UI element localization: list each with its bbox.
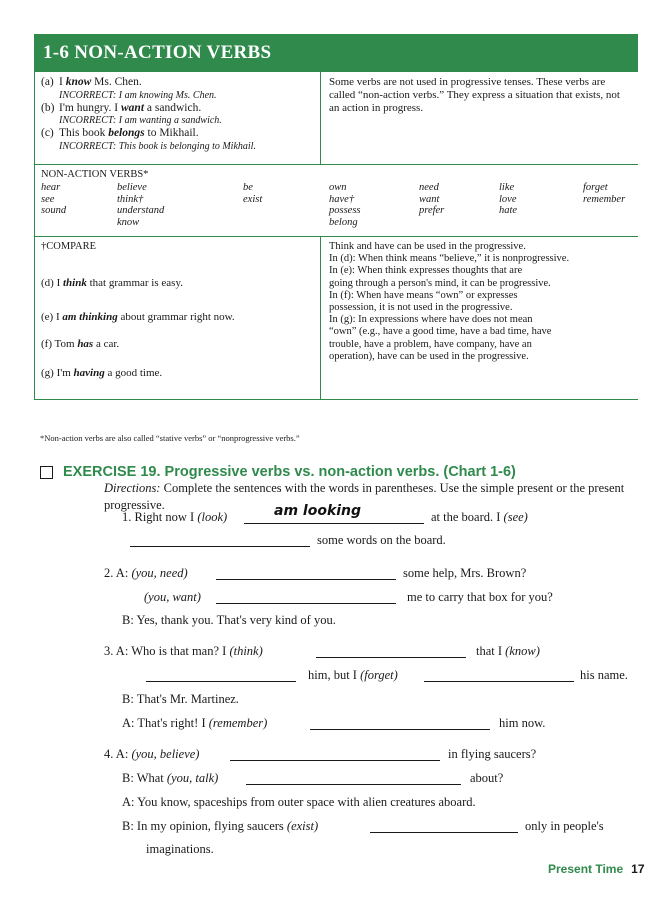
question-text: 2. A: bbox=[104, 566, 132, 580]
example-pre: (g) I'm bbox=[41, 367, 74, 379]
verb: hear bbox=[41, 182, 61, 193]
compare-line: operation), have can be used in the progressive. bbox=[329, 350, 529, 362]
question-4-line-2 bbox=[122, 771, 218, 786]
question-4-line-1 bbox=[104, 747, 199, 762]
compare-row bbox=[35, 237, 638, 399]
example-post: to Mikhail. bbox=[144, 127, 199, 139]
compare-example-d bbox=[41, 277, 183, 289]
footnote: *Non-action verbs are also called “stative verbs” or “nonprogressive verbs.” bbox=[40, 433, 300, 443]
verb: believe bbox=[117, 182, 147, 193]
incorrect-text: This book is belonging to Mikhail. bbox=[116, 140, 256, 152]
compare-example-e bbox=[41, 311, 235, 323]
exercise-checkbox[interactable] bbox=[40, 466, 53, 479]
example-verb: has bbox=[77, 338, 94, 350]
example-post: a car. bbox=[93, 338, 120, 350]
question-text: 3. A: Who is that man? I bbox=[104, 644, 230, 658]
compare-line: Think and have can be used in the progressive. bbox=[329, 241, 526, 252]
question-4-line-5: imaginations. bbox=[146, 842, 214, 856]
question-text: him, but I bbox=[308, 668, 361, 682]
question-1-line-1-end bbox=[431, 510, 528, 525]
question-3-line-2 bbox=[308, 668, 398, 683]
verb: be bbox=[243, 182, 253, 193]
incorrect-c bbox=[41, 141, 314, 153]
answer-4d[interactable] bbox=[370, 819, 518, 837]
verb: see bbox=[41, 193, 55, 205]
verb-cue: (look) bbox=[197, 510, 228, 524]
example-pre: (f) Tom bbox=[41, 338, 78, 350]
verb-column bbox=[419, 182, 444, 217]
example-post: Ms. Chen. bbox=[91, 76, 142, 88]
footer-label: Present Time bbox=[548, 862, 624, 876]
answer-2b[interactable] bbox=[216, 590, 396, 608]
answer-1a[interactable] bbox=[244, 503, 424, 528]
handwritten-answer: am looking bbox=[274, 503, 362, 519]
question-text: 4. A: bbox=[104, 747, 132, 761]
verb: need bbox=[419, 182, 439, 193]
question-3-line-4 bbox=[122, 716, 267, 731]
verb: remember bbox=[583, 193, 626, 205]
chart-title: 1-6 NON-ACTION VERBS bbox=[34, 34, 638, 72]
verb-column bbox=[499, 182, 517, 217]
verb: love bbox=[499, 193, 517, 205]
compare-line: possession, it is not used in the progressive. bbox=[329, 302, 513, 314]
example-post: a sandwich. bbox=[144, 101, 202, 114]
verb: hate bbox=[499, 205, 518, 216]
answer-3b[interactable] bbox=[146, 668, 296, 686]
example-text bbox=[59, 102, 201, 116]
exercise-title-row bbox=[40, 464, 516, 480]
answer-3d[interactable] bbox=[310, 716, 490, 734]
verb: belong bbox=[329, 216, 358, 228]
answer-4a[interactable] bbox=[230, 747, 440, 765]
example-tag: (b) bbox=[41, 101, 55, 114]
example-tag: (c) bbox=[41, 127, 54, 139]
example-pre: This book bbox=[59, 127, 109, 139]
question-4-line-3: A: You know, spaceships from outer space with alien creatures aboard. bbox=[122, 795, 476, 809]
example-b bbox=[41, 102, 314, 116]
chart-row-examples bbox=[35, 72, 638, 165]
verb-column bbox=[583, 182, 625, 205]
question-text: 1. Right now I bbox=[122, 510, 198, 524]
verb-cue: (you, talk) bbox=[166, 771, 219, 785]
question-2-line-3: B: Yes, thank you. That's very kind of you. bbox=[122, 613, 336, 627]
question-2-line-2-end: me to carry that box for you? bbox=[407, 590, 553, 604]
verb: forget bbox=[583, 182, 608, 193]
example-text bbox=[59, 76, 142, 90]
verb: prefer bbox=[419, 205, 445, 216]
page-number: 17 bbox=[631, 862, 645, 876]
example-verb: know bbox=[65, 76, 92, 88]
exercise-title: EXERCISE 19. Progressive verbs vs. non-action verbs. (Chart 1-6) bbox=[63, 464, 516, 480]
verb-cue: (exist) bbox=[286, 819, 319, 833]
question-3-line-1 bbox=[104, 644, 263, 659]
verb-cue: (forget) bbox=[360, 668, 398, 682]
question-1-line-1 bbox=[122, 510, 227, 525]
question-2-line-1 bbox=[104, 566, 188, 581]
example-tag: (a) bbox=[41, 76, 54, 88]
incorrect-label: INCORRECT: bbox=[59, 89, 117, 101]
compare-line: In (f): When have means “own” or expresses bbox=[329, 289, 518, 301]
question-2-line-2 bbox=[144, 590, 201, 605]
directions-text: Complete the sentences with the words in parentheses. Use the simple present or the present progressive. bbox=[104, 481, 625, 512]
chart-body bbox=[34, 72, 638, 400]
example-verb: am thinking bbox=[62, 311, 118, 323]
compare-line: trouble, have a problem, have company, have an bbox=[329, 338, 532, 350]
grammar-chart bbox=[34, 34, 638, 400]
question-text: B: What bbox=[122, 771, 167, 785]
page-footer bbox=[548, 862, 645, 876]
question-3-line-3: B: That's Mr. Martinez. bbox=[122, 692, 239, 706]
verb-cue: (you, believe) bbox=[131, 747, 200, 761]
verb: possess bbox=[329, 205, 361, 216]
answer-1b[interactable] bbox=[130, 533, 310, 551]
verb-column bbox=[41, 182, 66, 217]
question-3-line-2-end: his name. bbox=[580, 668, 628, 682]
compare-line: In (g): In expressions where have does not mean bbox=[329, 314, 533, 326]
example-pre: I bbox=[59, 76, 66, 88]
verbs-title: NON-ACTION VERBS* bbox=[41, 169, 149, 180]
verb: understand bbox=[117, 205, 165, 216]
non-action-verbs-list bbox=[35, 165, 638, 237]
explanation: Some verbs are not used in progressive tenses. These verbs are called “non-action verbs.” They express a situation that exists, not an action in progress. bbox=[329, 76, 620, 114]
incorrect-a bbox=[41, 90, 314, 102]
example-post: that grammar is easy. bbox=[86, 277, 183, 289]
question-text: that I bbox=[476, 644, 506, 658]
compare-example-g bbox=[41, 367, 162, 379]
compare-line: In (e): When think expresses thoughts that are bbox=[329, 265, 523, 277]
question-3-line-1-end bbox=[476, 644, 540, 659]
verb: like bbox=[499, 182, 515, 193]
question-4-line-4 bbox=[122, 819, 318, 834]
question-4-line-1-end: in flying saucers? bbox=[448, 747, 537, 761]
compare-line: In (d): When think means “believe,” it is nonprogressive. bbox=[329, 253, 570, 265]
example-verb: think bbox=[63, 277, 87, 289]
incorrect-label: INCORRECT: bbox=[59, 115, 117, 126]
exercise-directions bbox=[104, 480, 634, 514]
verb: exist bbox=[243, 193, 263, 205]
example-verb: belongs bbox=[108, 127, 145, 139]
verb: sound bbox=[41, 205, 67, 216]
question-4-line-2-end: about? bbox=[470, 771, 504, 785]
compare-explanation bbox=[321, 237, 638, 399]
verb-cue: (think) bbox=[229, 644, 263, 658]
answer-4b[interactable] bbox=[246, 771, 461, 789]
answer-3c[interactable] bbox=[424, 668, 574, 686]
compare-label: †COMPARE bbox=[41, 241, 97, 252]
question-1-line-2: some words on the board. bbox=[317, 533, 446, 547]
answer-3a[interactable] bbox=[316, 644, 466, 662]
verb-column bbox=[329, 182, 361, 228]
example-pre: I'm hungry. I bbox=[59, 101, 122, 114]
example-text bbox=[59, 127, 199, 141]
verb: think† bbox=[117, 193, 144, 205]
verb-cue: (you, need) bbox=[131, 566, 188, 580]
question-3-line-4-end: him now. bbox=[499, 716, 546, 730]
compare-example-f bbox=[41, 338, 119, 350]
compare-line: going through a person's mind, it can be progressive. bbox=[329, 277, 551, 289]
verb-cue: (you, want) bbox=[144, 590, 201, 604]
example-a bbox=[41, 76, 314, 90]
question-text: A: That's right! I bbox=[122, 716, 209, 730]
verb-cue: (remember) bbox=[208, 716, 268, 730]
compare-examples bbox=[35, 237, 321, 399]
verb-column bbox=[117, 182, 164, 228]
verb: want bbox=[419, 193, 440, 205]
example-post: about grammar right now. bbox=[117, 311, 235, 323]
question-4-line-4-end: only in people's bbox=[525, 819, 604, 833]
verb-cue: (see) bbox=[503, 510, 528, 524]
directions-label: Directions: bbox=[104, 481, 161, 495]
incorrect-text: I am knowing Ms. Chen. bbox=[116, 89, 217, 101]
question-text: at the board. I bbox=[431, 510, 504, 524]
verb-column bbox=[243, 182, 262, 205]
verb-cue: (know) bbox=[505, 644, 540, 658]
example-verb: having bbox=[73, 367, 105, 379]
incorrect-label: INCORRECT: bbox=[59, 140, 117, 152]
question-text: B: In my opinion, flying saucers bbox=[122, 819, 287, 833]
example-post: a good time. bbox=[104, 367, 163, 379]
example-pre: (e) I bbox=[41, 311, 63, 323]
example-pre: (d) I bbox=[41, 277, 63, 289]
verb: have† bbox=[329, 193, 355, 205]
example-c bbox=[41, 127, 314, 141]
answer-2a[interactable] bbox=[216, 566, 396, 584]
verb: own bbox=[329, 182, 347, 193]
examples-column bbox=[35, 72, 321, 164]
verb: know bbox=[117, 216, 140, 228]
example-verb: want bbox=[121, 101, 145, 114]
question-2-line-1-end: some help, Mrs. Brown? bbox=[403, 566, 527, 580]
compare-line: “own” (e.g., have a good time, have a bad time, have bbox=[329, 326, 552, 338]
incorrect-b bbox=[41, 115, 314, 127]
incorrect-text: I am wanting a sandwich. bbox=[116, 115, 222, 126]
